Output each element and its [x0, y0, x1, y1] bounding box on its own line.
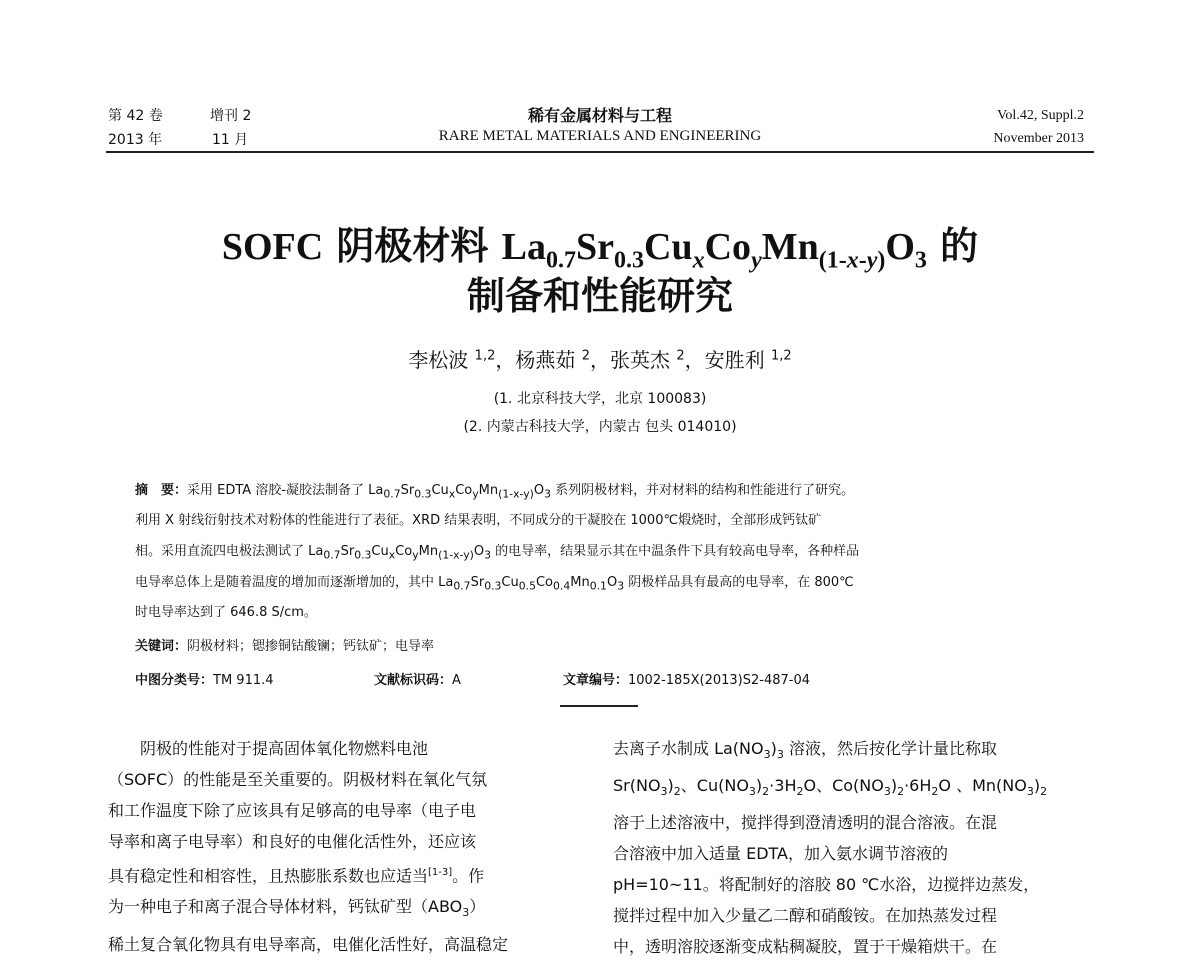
header-volume-cn: 第 42 卷: [108, 108, 163, 124]
doc-label: 文献标识码：: [374, 673, 453, 688]
paper-title-line-2: 制备和性能研究: [466, 273, 733, 318]
article-label: 文章编号：: [563, 673, 629, 688]
header-month-cn: 11 月: [212, 132, 249, 148]
body-right-line-2: $Sr(NO_3)_2$、$Cu(NO_3)_2\cdot 3H_2O$、$Co(NO_3)_2\cdot 6H_2O$ 、$Mn(NO_3)_2$: [613, 776, 1048, 799]
journal-title-en: RARE METAL MATERIALS AND ENGINEERING: [438, 128, 762, 144]
header-volume-en: Vol.42, Suppl.2: [997, 108, 1084, 123]
header-year-cn: 2013 年: [108, 132, 163, 148]
clc-label: 中图分类号：: [135, 673, 214, 688]
keywords: [135, 634, 1065, 660]
doc-value: A: [452, 673, 461, 688]
body-right-line-1: 去离子水制成 $La(NO_3)_3$ 溶液，然后按化学计量比称取: [613, 739, 997, 762]
abstract-line-1: 摘 要：采用 EDTA 溶胶-凝胶法制备了 $La_{0.7}Sr_{0.3}Cu_xCo_yMn_{(1-x-y)}O_3$ 系列阴极材料，并对材料的结构和性能进行了研究。: [135, 483, 855, 501]
abstract-line-3: 相。采用直流四电极法测试了 $La_{0.7}Sr_{0.3}Cu_xCo_yMn_{(1-x-y)}O_3$ 的电导率，结果显示其在中温条件下具有较高电导率，各种样品: [135, 544, 860, 562]
journal-title-cn: 稀有金属材料与工程: [527, 106, 672, 125]
abstract-line-2: 利用 X 射线衍射技术对粉体的性能进行了表征。XRD 结果表明，不同成分的干凝胶在 1000℃煅烧时，全部形成钙钛矿: [135, 513, 822, 528]
body-left-line-5: 具有稳定性和相容性，且热膨胀系数也应适当[1-3]。作: [108, 866, 485, 886]
header-date-en: November 2013: [993, 131, 1084, 146]
author-list: 李松波 $^{1,2}$，杨燕茹 $^2$，张英杰 $^2$，安胜利 $^{1,2}$: [408, 348, 792, 372]
title-prefix: SOFC 阴极材料: [221, 223, 502, 268]
header-rule: [106, 151, 1094, 153]
title-suffix: 的: [926, 223, 979, 268]
article-number: [563, 668, 1013, 694]
body-right-line-5: pH=10~11。将配制好的溶胶 80 ℃水浴，边搅拌边蒸发，: [613, 875, 1040, 895]
keywords-text: 阴极材料；锶掺铜钴酸镧；钙钛矿；电导率: [187, 639, 435, 654]
affiliation-1: (1. 北京科技大学，北京 100083): [493, 391, 707, 407]
body-right-line-6: 搅拌过程中加入少量乙二醇和硝酸铵。在加热蒸发过程: [613, 906, 998, 926]
body-column-left: [108, 733, 578, 960]
body-right-line-3: 溶于上述溶液中，搅拌得到澄清透明的混合溶液。在混: [613, 813, 998, 833]
body-right-line-4: 合溶液中加入适量 EDTA，加入氨水调节溶液的: [613, 844, 948, 864]
abstract-line-5: 时电导率达到了 646.8 S/cm。: [135, 605, 317, 620]
clc-value: TM 911.4: [213, 673, 274, 688]
affiliation-2: (2. 内蒙古科技大学，内蒙古 包头 014010): [463, 419, 737, 435]
body-left-line-7: 稀土复合氧化物具有电导率高，电催化活性好，高温稳定: [108, 934, 509, 954]
body-left-line-2: （SOFC）的性能是至关重要的。阴极材料在氧化气氛: [108, 770, 488, 789]
abstract-label: 摘 要：: [135, 483, 188, 498]
article-value: 1002-185X(2013)S2-487-04: [628, 673, 810, 688]
body-left-line-3: 和工作温度下除了应该具有足够高的电导率（电子电: [108, 801, 477, 820]
body-left-line-4: 导率和离子电导率）和良好的电催化活性外，还应该: [108, 832, 477, 851]
abstract-end-rule: [560, 705, 638, 707]
header-supplement-cn: 增刊 2: [210, 108, 252, 124]
title-formula: $La_{0.7}Sr_{0.3}Cu_xCo_yMn_{(1-x-y)}O_3$: [501, 226, 927, 274]
body-left-line-1: 阴极的性能对于提高固体氧化物燃料电池: [108, 739, 429, 758]
body-right-line-7: 中，透明溶胶逐渐变成粘稠凝胶，置于干燥箱烘干。在: [613, 937, 998, 957]
body-left-line-6: 为一种电子和离子混合导体材料，钙钛矿型$(ABO_3)$: [108, 897, 486, 920]
body-column-right: [613, 733, 1095, 962]
keywords-label: 关键词：: [135, 639, 188, 654]
abstract-line-4: 电导率总体上是随着温度的增加而逐渐增加的，其中 $La_{0.7}Sr_{0.3}Cu_{0.5}Co_{0.4}Mn_{0.1}O_3$ 阴极样品具有最高的电导率，在 800℃: [135, 575, 854, 593]
doc-code: [374, 668, 574, 694]
